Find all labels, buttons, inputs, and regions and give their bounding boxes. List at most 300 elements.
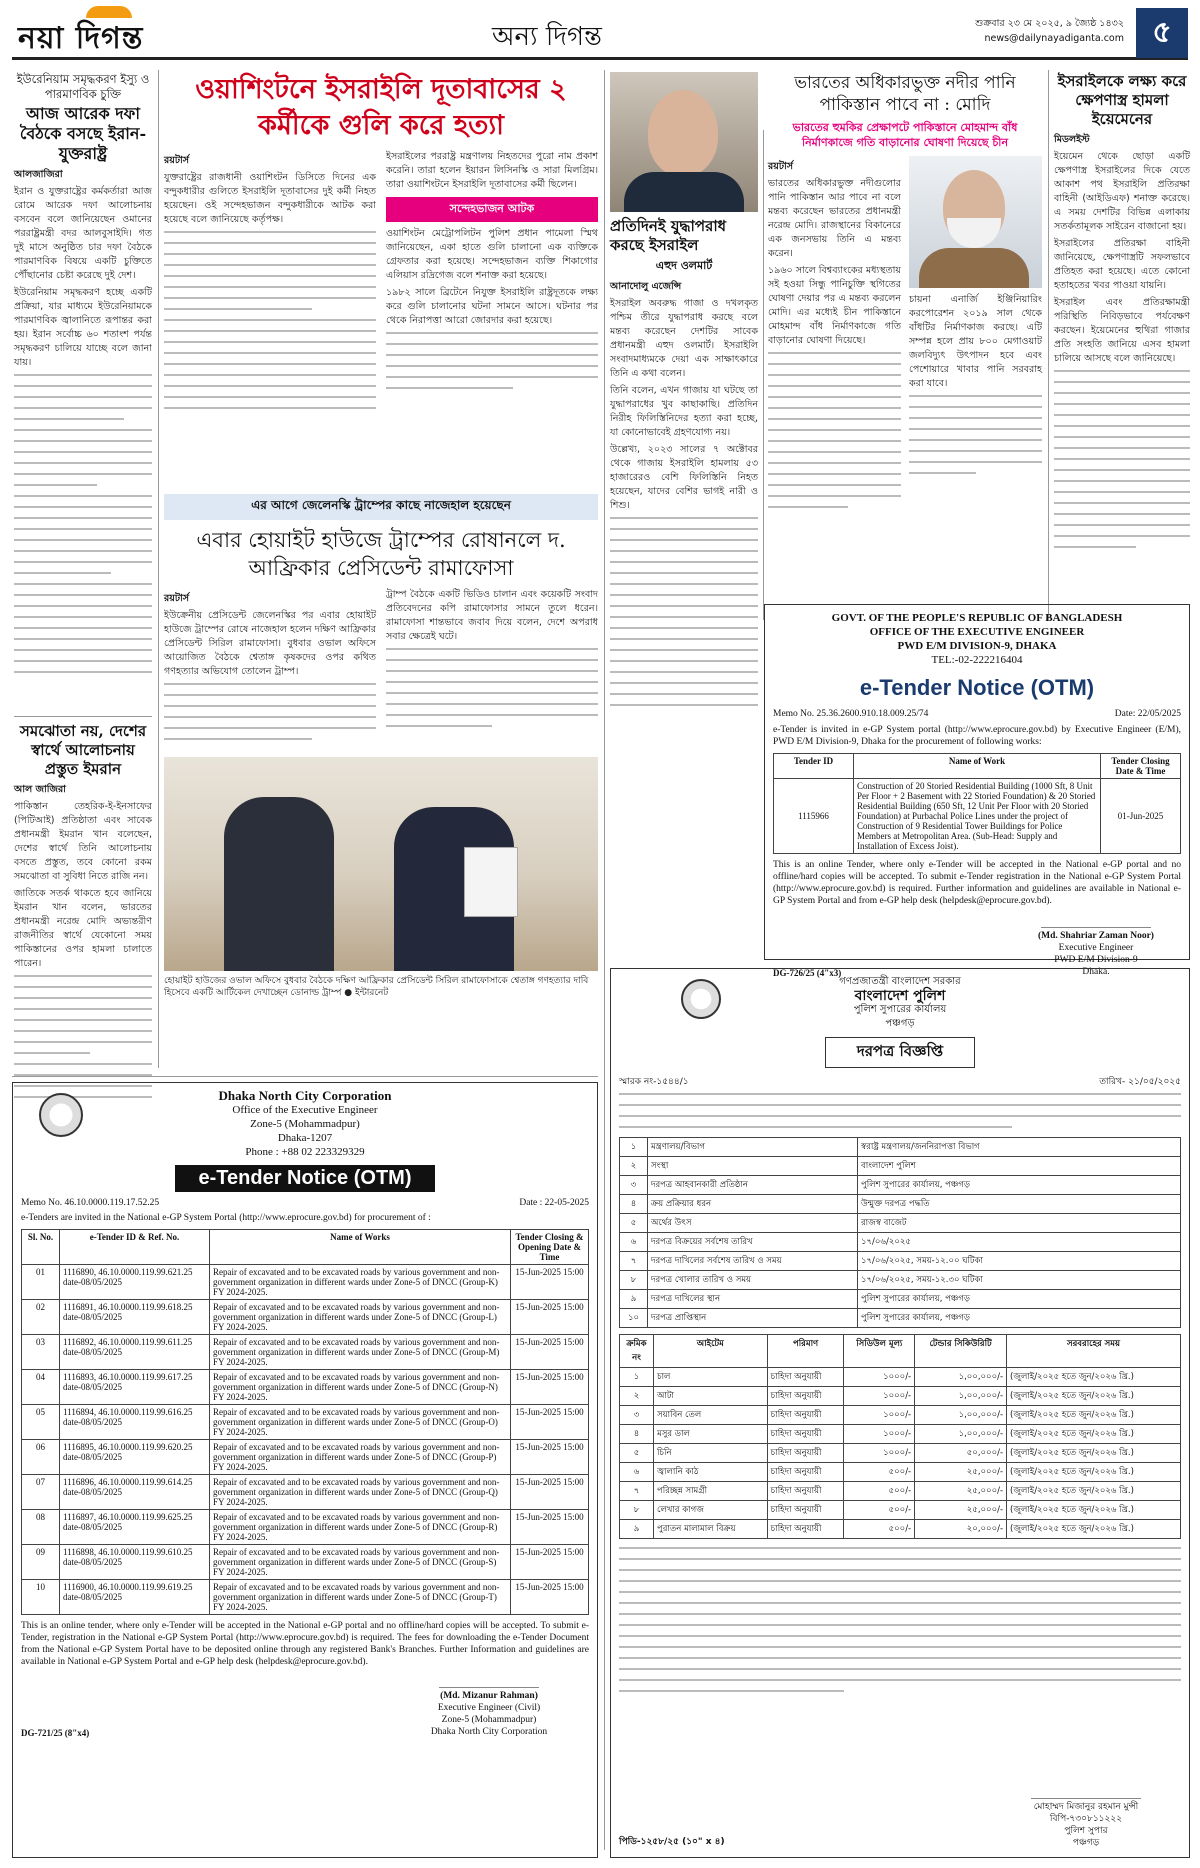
table-row <box>620 1501 1181 1520</box>
tender-id: 1116897, 46.10.0000.119.99.625.25 date-08/05/2025 <box>60 1510 210 1545</box>
closing-date: 15-Jun-2025 15:00 <box>511 1475 589 1510</box>
row-value: রাজস্ব বাজেট <box>858 1214 1181 1233</box>
tender-id: 1116890, 46.10.0000.119.99.621.25 date-08/05/2025 <box>60 1265 210 1300</box>
item-number: ৩ <box>620 1406 654 1425</box>
intro-text: e-Tender is invited in e-GP System portal (http://www.eprocure.gov.bd) by Executive Engineer (E/M), PWD E/M Division-9, Dhaka for the procurement of following works: <box>773 725 1181 747</box>
serial-number: 01 <box>22 1265 60 1300</box>
paragraph: যুক্তরাষ্ট্রের রাজধানী ওয়াশিংটন ডিসিতে দিনের এক বন্দুকধারীর গুলিতে ইসরাইলি দূতাবাসের দুই কর্মী নিহত হয়েছেন। ওই সন্দেহভাজন বন্দুকধারীকে আটক করা হয়েছে বলে জানিয়েছে কর্তৃপক্ষ। <box>164 172 376 225</box>
telephone: TEL:-02-222216404 <box>931 654 1023 666</box>
jacket-shape <box>919 248 1029 288</box>
serial-number: 02 <box>22 1300 60 1335</box>
signer-office: Zone-5 (Mohammadpur) <box>441 1715 537 1725</box>
schedule-fee: ৫০০/- <box>844 1482 915 1501</box>
source: রয়টার্স <box>164 593 190 604</box>
paragraph: চায়না এনার্জি ইঞ্জিনিয়ারিং করপোরেশন ২০১৯ সাল থেকে বাঁধটির নির্মাণকাজ করছে। এটি সম্পন্ন হলে প্রায় ৮০০ মেগাওয়াট জলবিদ্যুৎ উৎপাদন হবে এবং পেশোয়ারে খাবার পানি সরবরাহ করা যাবে। <box>909 294 1042 389</box>
row-number: ১ <box>620 1138 648 1157</box>
paragraph: ১৯৮২ সালে ব্রিটেনে নিযুক্ত ইসরাইলি রাষ্ট্রদূতকে লক্ষ্য করে গুলি চালানোর ঘটনা সামনে আসে। ঘটনার পর থেকে নিরাপত্তা আরো জোরদার করা হয়েছে। <box>386 287 598 326</box>
face-shape <box>648 90 718 176</box>
paragraph: ইসরাইলের পররাষ্ট্র মন্ত্রণালয় নিহতদের পুরো নাম প্রকাশ করেনি। তারা হলেন ইয়ারন লিসিনস্কি ও সারা মিলগ্রিম। তারা ওয়াশিংটনে ইসরাইলি দূতাবাসের কর্মী ছিলেন। <box>386 151 598 190</box>
org-line: বাংলাদেশ পুলিশ <box>854 988 946 1004</box>
text-continuation <box>164 231 376 409</box>
paragraph: ইরান ও যুক্তরাষ্ট্রের কর্মকর্তারা আজ রোমে আরেক দফা আলোচনায় বসবেন বলে জানিয়েছেন ওমানের পররাষ্ট্রমন্ত্রী বদর আলবুসাইদি। গত দুই মাসে অনুষ্ঠিত চার দফা বৈঠকে পারমাণবিক বিষয়ে একটি চুক্তিতে পৌঁছানোর চেষ্টা করেছে দুই দেশ। <box>14 186 152 281</box>
tender-id: 1116896, 46.10.0000.119.99.614.25 date-08/05/2025 <box>60 1475 210 1510</box>
serial-number: 07 <box>22 1475 60 1510</box>
headline[interactable]: ভারতের অধিকারভুক্ত নদীর পানি পাকিস্তান পাবে না : মোদি <box>794 73 1016 115</box>
signature-line <box>1031 1769 1141 1799</box>
signer-city: Dhaka. <box>1082 967 1110 977</box>
row-value: পুলিশ সুপারের কার্যালয়, পঞ্চগড় <box>858 1176 1181 1195</box>
org-line: Dhaka-1207 <box>277 1132 333 1144</box>
column-rule <box>158 70 159 1068</box>
column-header: Name of Work <box>854 754 1101 779</box>
serial-number: 08 <box>22 1510 60 1545</box>
closing-date: 01-Jun-2025 <box>1101 779 1181 854</box>
olmert-portrait[interactable] <box>610 72 758 212</box>
paragraph: ইসরাইলের প্রতিরক্ষা বাহিনী জানিয়েছে, ক্ষেপণাস্ত্রটি সফলভাবে প্রতিহত করা হয়েছে। এতে কোনো হতাহতের খবর পাওয়া যায়নি। <box>1054 238 1190 291</box>
table-row <box>22 1580 589 1615</box>
item-number: ৬ <box>620 1463 654 1482</box>
tender-security: ২০,০০০/- <box>915 1520 1007 1539</box>
story-yemen <box>1054 72 1190 620</box>
paragraph: পাকিস্তান তেহরিক-ই-ইনসাফের (পিটিআই) প্রতিষ্ঠাতা এবং সাবেক প্রধানমন্ত্রী ইমরান খান বলেছেন, দেশের স্বার্থে তিনি আলোচনায় বসতে প্রস্তুত, তবে কোনো রকম সমঝোতা বা সুবিধা নিতে রাজি নন। <box>14 801 152 882</box>
table-row <box>620 1309 1181 1328</box>
printed-article <box>464 847 518 917</box>
beard-shape <box>947 218 1001 248</box>
source: আল জাজিরা <box>14 784 66 795</box>
tender-id: 1116895, 46.10.0000.119.99.620.25 date-08/05/2025 <box>60 1440 210 1475</box>
signer-title: Executive Engineer <box>1058 943 1134 953</box>
table-row <box>774 779 1181 854</box>
row-value: পুলিশ সুপারের কার্যালয়, পঞ্চগড় <box>858 1290 1181 1309</box>
row-value: স্বরাষ্ট্র মন্ত্রণালয়/জননিরাপত্তা বিভাগ <box>858 1138 1181 1157</box>
item-quantity: চাহিদা অনুযায়ী <box>767 1368 844 1387</box>
item-number: ৪ <box>620 1425 654 1444</box>
serial-number: 04 <box>22 1370 60 1405</box>
closing-date: 15-Jun-2025 15:00 <box>511 1370 589 1405</box>
row-value: ১৭/০৬/২০২৫, সময়-১২.৩০ ঘটিকা <box>858 1271 1181 1290</box>
items-table <box>619 1334 1181 1539</box>
table-row <box>620 1387 1181 1406</box>
paragraph: ইয়েমেন থেকে ছোড়া একটি ক্ষেপণাস্ত্র ইসরাইলের দিকে যেতে আকাশ পথ ইসরাইলি প্রতিরক্ষা বাহিনী (আইডিএফ) শনাক্ত করেছে। এ সময় দেশটির বিভিন্ন এলাকায় সতর্কতামূলক সাইরেন বাজানো হয়। <box>1054 151 1190 232</box>
police-emblem-icon <box>681 979 721 1019</box>
paragraph: ওয়াশিংটন মেট্রোপলিটন পুলিশ প্রধান পামেলা স্মিথ জানিয়েছেন, একা হাতে গুলি চালানো এক ব্যক্তিকে গ্রেফতার করা হয়েছে। সন্দেহভাজন ব্যক্তি শিকাগোর এলিয়াস রদ্রিগেজ বলে শনাক্ত করা হয়েছে। <box>386 228 598 281</box>
text-continuation <box>768 352 901 508</box>
item-quantity: চাহিদা অনুযায়ী <box>767 1425 844 1444</box>
headline[interactable]: এবার হোয়াইট হাউজে ট্রাম্পের রোষানলে দ. আফ্রিকার প্রেসিডেন্ট রামাফোসা <box>196 528 566 580</box>
tender-table <box>773 753 1181 854</box>
story-imran <box>14 722 152 1068</box>
office-line: পুলিশ সুপারের কার্যালয় <box>853 1004 947 1015</box>
work-name: Construction of 20 Storied Residential Building (1000 Sft, 8 Unit Per Floor + 2 Basement with 22 Storied Foundation) & 20 Storied Residential Building (650 Sft, 12 Unit Per Floor with 20 Storied Foundation) at Purbachal Police Lines under the project of Construction of 9 Residential Tower Buildings for Police Members at Metropolitan Area. (Sub-Head: Supply and Installation of Excess Joist). <box>854 779 1101 854</box>
item-number: ১ <box>620 1368 654 1387</box>
supply-period: (জুলাই/২০২৫ হতে জুন/২০২৬ খ্রি.) <box>1007 1482 1181 1501</box>
closing-date: 15-Jun-2025 15:00 <box>511 1405 589 1440</box>
schedule-fee: ৫০০/- <box>844 1501 915 1520</box>
item-name: চাল <box>654 1368 768 1387</box>
serial-number: 09 <box>22 1545 60 1580</box>
item-name: মসুর ডাল <box>654 1425 768 1444</box>
tender-table <box>21 1229 589 1615</box>
supply-period: (জুলাই/২০২৫ হতে জুন/২০২৬ খ্রি.) <box>1007 1368 1181 1387</box>
schedule-fee: ১০০০/- <box>844 1425 915 1444</box>
item-quantity: চাহিদা অনুযায়ী <box>767 1387 844 1406</box>
photo-caption: হোয়াইট হাউজের ওভাল অফিসে বুধবার বৈঠকে দক্ষিণ আফ্রিকার প্রেসিডেন্ট সিরিল রামাফোসাকে শ্বেতাঙ্গ গণহত্যার দাবি হিসেবে একটি আর্টিকেল দেখাচ্ছেন ডোনাল্ড ট্রাম্প ● ইন্টারনেট <box>164 976 589 998</box>
row-value: উন্মুক্ত দরপত্র পদ্ধতি <box>858 1195 1181 1214</box>
paragraph: ইউক্রেনীয় প্রেসিডেন্ট জেলেনস্কির পর এবার হোয়াইট হাউজে ট্রাম্পের রোষে নাজেহাল হলেন দক্ষিণ আফ্রিকার প্রেসিডেন্ট সিরিল রামাফোসা। বুধবার ওভাল অফিসে আয়োজিত বৈঠকে শ্বেতাঙ্গ কৃষকদের ওপর কথিত গণহত্যার অভিযোগ তোলেন ট্রাম্প। <box>164 610 376 677</box>
column-rule <box>763 130 764 620</box>
intro-text: e-Tenders are invited in the National e-GP System Portal (http://www.eprocure.gov.bd) for procurement of : <box>21 1213 431 1223</box>
schedule-fee: ১০০০/- <box>844 1368 915 1387</box>
source: মিডলইস্ট <box>1054 134 1090 145</box>
tender-id: 1116891, 46.10.0000.119.99.618.25 date-08/05/2025 <box>60 1300 210 1335</box>
item-quantity: চাহিদা অনুযায়ী <box>767 1501 844 1520</box>
work-name: Repair of excavated and to be excavated roads by various government and non-government organization in different wards under Zone-5 of DNCC (Group-N) FY 2024-2025. <box>210 1370 511 1405</box>
org-line: Zone-5 (Mohammadpur) <box>250 1118 360 1130</box>
signer-title: পুলিশ সুপার <box>1064 1826 1108 1836</box>
paragraph: ইসরাইল অবরুদ্ধ গাজা ও দখলকৃত পশ্চিম তীরে যুদ্ধাপরাধ করছে বলে মন্তব্য করেছেন দেশটির সাবেক প্রধানমন্ত্রী এহুদ ওলমার্ট। ইসরাইলি সংবাদমাধ্যমকে দেয়া এক সাক্ষাৎকারে তিনি এ কথা বলেন। <box>610 298 758 379</box>
item-name: পরিচ্ছন্ন সামগ্রী <box>654 1482 768 1501</box>
source: রয়টার্স <box>768 161 794 172</box>
supply-period: (জুলাই/২০২৫ হতে জুন/২০২৬ খ্রি.) <box>1007 1501 1181 1520</box>
row-number: ৩ <box>620 1176 648 1195</box>
note-text: This is an online tender, where only e-Tender will be accepted in the National e-GP portal and no offline/hard copies will be accepted. To submit e-Tender, registration in the National e-GP System Portal (http://www.eprocure.gov.bd) is required. The fees for downloading the e-Tender Document from the National e-GP System Portal have to be deposited online through any registered Bank's Branches. Further Information and guidelines are available in National e-GP System Portal and e-GP help desk (helpdesk@eprocure.gov.bd). <box>21 1621 589 1667</box>
column-rule <box>604 70 605 1850</box>
tender-id: 1116893, 46.10.0000.119.99.617.25 date-08/05/2025 <box>60 1370 210 1405</box>
subhead: ভারতের হুমকির প্রেক্ষাপটে পাকিস্তানে মোহমান্দ বাঁধ নির্মাণকাজে গতি বাড়ানোর ঘোষণা দিয়েছে চীন <box>792 121 1018 149</box>
work-name: Repair of excavated and to be excavated roads by various government and non-government organization in different wards under Zone-5 of DNCC (Group-Q) FY 2024-2025. <box>210 1475 511 1510</box>
source: রয়টার্স <box>164 155 190 166</box>
row-number: ১০ <box>620 1309 648 1328</box>
text-continuation <box>386 648 598 727</box>
supply-period: (জুলাই/২০২৫ হতে জুন/২০২৬ খ্রি.) <box>1007 1387 1181 1406</box>
table-row <box>620 1290 1181 1309</box>
paragraph: ভারতের অধিকারভুক্ত নদীগুলোর পানি পাকিস্তান আর পাবে না বলে মন্তব্য করেছেন ভারতের প্রধানমন্ত্রী নরেন্দ্র মোদি। রাজস্থানের বিকানেরে এক জনসভায় তিনি এ মন্তব্য করেন। <box>768 178 901 259</box>
row-number: ৬ <box>620 1233 648 1252</box>
oval-office-photo[interactable] <box>164 757 598 971</box>
column-header: e-Tender ID & Ref. No. <box>60 1230 210 1265</box>
note-text: This is an online Tender, where only e-Tender will be accepted in the National e-GP portal and no offline/hard copies will be accepted. To submit e-Tender registration in the National e-GP System Portal (http://www.eprocure.gov.bd) is required. Further information and guidelines are available in National e-GP System Portal and from e-GP help desk (helpdesk@eprocure.gov.bd). <box>773 860 1181 906</box>
item-number: ৮ <box>620 1501 654 1520</box>
tender-security: ২৫,০০০/- <box>915 1501 1007 1520</box>
signer-district: পঞ্চগড় <box>1072 1838 1100 1848</box>
paragraph: উল্লেখ্য, ২০২৩ সালের ৭ অক্টোবর থেকে গাজায় ইসরাইলি হামলায় ৫৩ হাজারেরও বেশি ফিলিস্তিনি নিহত হয়েছেন, যাদের বেশির ভাগই নারী ও শিশু। <box>610 444 758 511</box>
item-quantity: চাহিদা অনুযায়ী <box>767 1406 844 1425</box>
row-number: ৫ <box>620 1214 648 1233</box>
signer-title: Executive Engineer (Civil) <box>437 1703 541 1713</box>
table-row <box>620 1425 1181 1444</box>
work-name: Repair of excavated and to be excavated roads by various government and non-government organization in different wards under Zone-5 of DNCC (Group-R) FY 2024-2025. <box>210 1510 511 1545</box>
tender-security: ১,০০,০০০/- <box>915 1406 1007 1425</box>
column-header: সিডিউল মূল্য <box>844 1335 915 1368</box>
signer-name: মোহাম্মদ মিজানুর রহমান মুন্সী <box>1033 1802 1139 1812</box>
serial-number: 03 <box>22 1335 60 1370</box>
row-number: ২ <box>620 1157 648 1176</box>
text-continuation <box>909 395 1042 474</box>
conditions-text <box>619 1547 1181 1692</box>
paragraph: ইউরেনিয়াম সমৃদ্ধকরণ হচ্ছে একটি প্রক্রিয়া, যার মাধ্যমে ইউরেনিয়ামকে পারমাণবিক জ্বালানিতে রূপান্তর করা হয়। ইরান সর্বোচ্চ ৬০ শতাংশ পর্যন্ত সমৃদ্ধকরণ চালিয়ে যাচ্ছে বলে জানা যায়। <box>14 287 152 368</box>
closing-date: 15-Jun-2025 15:00 <box>511 1265 589 1300</box>
tender-id: 1116898, 46.10.0000.119.99.610.25 date-08/05/2025 <box>60 1545 210 1580</box>
org-line: OFFICE OF THE EXECUTIVE ENGINEER <box>869 626 1085 638</box>
dncc-emblem-icon <box>39 1093 83 1137</box>
signer-name: (Md. Shahriar Zaman Noor) <box>1038 931 1154 941</box>
column-header: আইটেম <box>654 1335 768 1368</box>
column-header: Name of Works <box>210 1230 511 1265</box>
signer-name: (Md. Mizanur Rahman) <box>440 1691 538 1701</box>
column-header: টেন্ডার সিকিউরিটি <box>915 1335 1007 1368</box>
work-name: Repair of excavated and to be excavated roads by various government and non-government organization in different wards under Zone-5 of DNCC (Group-P) FY 2024-2025. <box>210 1440 511 1475</box>
closing-date: 15-Jun-2025 15:00 <box>511 1335 589 1370</box>
tender-title: দরপত্র বিজ্ঞপ্তি <box>825 1037 975 1068</box>
row-value: ১৭/০৬/২০২৫ <box>858 1233 1181 1252</box>
work-name: Repair of excavated and to be excavated roads by various government and non-government organization in different wards under Zone-5 of DNCC (Group-O) FY 2024-2025. <box>210 1405 511 1440</box>
district-line: পঞ্চগড় <box>885 1018 915 1029</box>
ad-reference: DG-726/25 (4"x3) <box>773 968 842 978</box>
column-header: Tender ID <box>774 754 854 779</box>
org-line: PWD E/M DIVISION-9, DHAKA <box>897 640 1057 652</box>
work-name: Repair of excavated and to be excavated roads by various government and non-government organization in different wards under Zone-5 of DNCC (Group-T) FY 2024-2025. <box>210 1580 511 1615</box>
tender-security: ১,০০,০০০/- <box>915 1368 1007 1387</box>
tender-title: e-Tender Notice (OTM) <box>859 675 1095 700</box>
signer-office: PWD E/M Division-9 <box>1054 955 1138 965</box>
banner: এর আগে জেলেনস্কি ট্রাম্পের কাছে নাজেহাল হয়েছেন <box>164 494 598 520</box>
work-name: Repair of excavated and to be excavated roads by various government and non-government organization in different wards under Zone-5 of DNCC (Group-K) FY 2024-2025. <box>210 1265 511 1300</box>
row-label: দরপত্র দাখিলের স্থান <box>648 1290 858 1309</box>
memo-number: স্মারক নং-১৫৪৪/১ <box>619 1077 689 1087</box>
headline[interactable]: সমঝোতা নয়, দেশের স্বার্থে আলোচনায় প্রস্তুত ইমরান <box>19 722 147 778</box>
headline[interactable]: আজ আরেক দফা বৈঠকে বসছে ইরান-যুক্তরাষ্ট্র <box>19 104 147 163</box>
supply-period: (জুলাই/২০২৫ হতে জুন/২০২৬ খ্রি.) <box>1007 1520 1181 1539</box>
memo-number: Memo No. 46.10.0000.119.17.52.25 <box>21 1198 160 1208</box>
closing-date: 15-Jun-2025 15:00 <box>511 1510 589 1545</box>
kicker: ইউরেনিয়াম সমৃদ্ধকরণ ইস্যু ও পারমাণবিক চুক্তি <box>16 72 150 101</box>
tender-security: ২৫,০০০/- <box>915 1463 1007 1482</box>
text-continuation <box>164 683 376 740</box>
serial-number: 05 <box>22 1405 60 1440</box>
tender-title: e-Tender Notice (OTM) <box>175 1165 435 1192</box>
paragraph: ট্রাম্প বৈঠকে একটি ভিডিও চালান এবং কয়েকটি সংবাদ প্রতিবেদনের কপি রামাফোসার সামনে তুলে ধরেন। রামাফোসা শান্তভাবে জবাব দিয়ে বলেন, দেশে অপরাধ সবার ক্ষেত্রেই ঘটে। <box>386 589 598 642</box>
story-rule <box>14 716 152 717</box>
item-name: জ্বালানি কাঠ <box>654 1463 768 1482</box>
text-continuation <box>619 1093 1181 1128</box>
supply-period: (জুলাই/২০২৫ হতে জুন/২০২৬ খ্রি.) <box>1007 1444 1181 1463</box>
column-header: ক্রমিক নং <box>620 1335 654 1368</box>
closing-date: 15-Jun-2025 15:00 <box>511 1580 589 1615</box>
table-row <box>620 1406 1181 1425</box>
work-name: Repair of excavated and to be excavated roads by various government and non-government organization in different wards under Zone-5 of DNCC (Group-S) FY 2024-2025. <box>210 1545 511 1580</box>
column-header: Sl. No. <box>22 1230 60 1265</box>
table-row <box>22 1300 589 1335</box>
table-row <box>620 1271 1181 1290</box>
table-row <box>620 1176 1181 1195</box>
column-header: Tender Closing Date & Time <box>1101 754 1181 779</box>
subhead-band: সন্দেহভাজন আটক <box>386 197 598 222</box>
row-number: ৮ <box>620 1271 648 1290</box>
item-number: ৭ <box>620 1482 654 1501</box>
notice-date: তারিখ- ২১/০৫/২০২৫ <box>1099 1077 1181 1087</box>
tender-id: 1116900, 46.10.0000.119.99.619.25 date-08/05/2025 <box>60 1580 210 1615</box>
newspaper-logo[interactable]: নয়া দিগন্ত <box>18 21 144 56</box>
column-header: পরিমাণ <box>767 1335 844 1368</box>
item-name: আটা <box>654 1387 768 1406</box>
memo-number: Memo No. 25.36.2600.910.18.009.25/74 <box>773 709 929 719</box>
masthead <box>12 8 1188 60</box>
item-number: ৯ <box>620 1520 654 1539</box>
serial-number: 06 <box>22 1440 60 1475</box>
story-ramaphosa <box>164 494 598 1068</box>
row-number: ৭ <box>620 1252 648 1271</box>
table-row <box>620 1233 1181 1252</box>
item-quantity: চাহিদা অনুযায়ী <box>767 1520 844 1539</box>
notice-date: Date : 22-05-2025 <box>519 1198 589 1208</box>
column-header: সরবরাহের সময় <box>1007 1335 1181 1368</box>
schedule-fee: ১০০০/- <box>844 1406 915 1425</box>
work-name: Repair of excavated and to be excavated roads by various government and non-government organization in different wards under Zone-5 of DNCC (Group-M) FY 2024-2025. <box>210 1335 511 1370</box>
page-number: ৫ <box>1136 8 1188 58</box>
table-row <box>620 1482 1181 1501</box>
info-table <box>619 1137 1181 1328</box>
tender-security: ২৫,০০০/- <box>915 1482 1007 1501</box>
tender-id: 1116892, 46.10.0000.119.99.611.25 date-08/05/2025 <box>60 1335 210 1370</box>
table-row <box>22 1335 589 1370</box>
column-header: Tender Closing & Opening Date & Time <box>511 1230 589 1265</box>
row-label: সংস্থা <box>648 1157 858 1176</box>
item-quantity: চাহিদা অনুযায়ী <box>767 1444 844 1463</box>
subhead: এহুদ ওলমার্ট <box>655 259 713 272</box>
signature-line <box>439 1674 539 1688</box>
paragraph: তিনি বলেন, এখন গাজায় যা ঘটছে তা যুদ্ধাপরাধের খুব কাছাকাছি। প্রতিদিন নিরীহ ফিলিস্তিনিদের হত্যা করা হচ্ছে, যা কোনোভাবেই গ্রহণযোগ্য নয়। <box>610 385 758 438</box>
supply-period: (জুলাই/২০২৫ হতে জুন/২০২৬ খ্রি.) <box>1007 1406 1181 1425</box>
table-row <box>620 1368 1181 1387</box>
contact-email[interactable]: news@dailynayadiganta.com <box>984 33 1124 44</box>
signature-block <box>991 1769 1181 1849</box>
closing-date: 15-Jun-2025 15:00 <box>511 1545 589 1580</box>
edition-date: শুক্রবার ২৩ মে ২০২৫, ৯ জ্যৈষ্ঠ ১৪৩২ <box>975 18 1124 29</box>
row-value: পুলিশ সুপারের কার্যালয়, পঞ্চগড় <box>858 1309 1181 1328</box>
row-label: দরপত্র প্রাপ্তিস্থান <box>648 1309 858 1328</box>
suit-shape <box>624 172 744 212</box>
row-label: দরপত্র দাখিলের সর্বশেষ তারিখ ও সময় <box>648 1252 858 1271</box>
row-label: দরপত্র আহবানকারী প্রতিষ্ঠান <box>648 1176 858 1195</box>
schedule-fee: ১০০০/- <box>844 1444 915 1463</box>
row-label: দরপত্র খোলার তারিখ ও সময় <box>648 1271 858 1290</box>
ad-reference: DG-721/25 (8"x4) <box>21 1728 90 1738</box>
schedule-fee: ৫০০/- <box>844 1520 915 1539</box>
item-name: সয়াবিন তেল <box>654 1406 768 1425</box>
section-title: অন্য দিগন্ত <box>492 22 602 52</box>
text-continuation <box>1054 370 1190 548</box>
table-row <box>22 1510 589 1545</box>
org-line: Dhaka North City Corporation <box>218 1088 392 1103</box>
text-continuation <box>610 517 758 706</box>
schedule-fee: ১০০০/- <box>844 1387 915 1406</box>
item-name: চিনি <box>654 1444 768 1463</box>
story-iran <box>14 72 152 712</box>
item-quantity: চাহিদা অনুযায়ী <box>767 1463 844 1482</box>
tender-notice-police <box>610 968 1190 1858</box>
tender-id: 1116894, 46.10.0000.119.99.616.25 date-08/05/2025 <box>60 1405 210 1440</box>
serial-number: 10 <box>22 1580 60 1615</box>
row-value: ১৭/০৬/২০২৫, সময়-১২.০০ ঘটিকা <box>858 1252 1181 1271</box>
column-rule <box>1048 70 1049 620</box>
signature-block <box>389 1674 589 1738</box>
lead-headline[interactable]: ওয়াশিংটনে ইসরাইলি দূতাবাসের ২ কর্মীকে গুলি করে হত্যা <box>195 74 567 141</box>
row-number: ৪ <box>620 1195 648 1214</box>
paragraph: ইসরাইল এবং প্রতিরক্ষামন্ত্রী পরিস্থিতি নিবিড়ভাবে পর্যবেক্ষণ করছেন। ইয়েমেনের হুথিরা গাজার প্রতি সংহতি জানিয়ে এসব হামলা চালিয়ে আসছে বলে জানিয়েছে। <box>1054 297 1190 364</box>
item-quantity: চাহিদা অনুযায়ী <box>767 1482 844 1501</box>
item-number: ৫ <box>620 1444 654 1463</box>
table-row <box>22 1405 589 1440</box>
table-row <box>620 1195 1181 1214</box>
tender-notice-pwd <box>764 604 1190 978</box>
story-modi <box>768 72 1042 620</box>
notice-date: Date: 22/05/2025 <box>1114 709 1181 719</box>
item-name: লেখার কাগজ <box>654 1501 768 1520</box>
text-continuation <box>386 332 598 389</box>
text-continuation <box>14 374 152 673</box>
headline[interactable]: প্রতিদিনই যুদ্ধাপরাধ করছে ইসরাইল <box>610 217 727 254</box>
headline[interactable]: ইসরাইলকে লক্ষ্য করে ক্ষেপণাস্ত্র হামলা ইয়েমেনের <box>1057 72 1187 128</box>
tender-security: ১,০০,০০০/- <box>915 1425 1007 1444</box>
row-label: অর্থের উৎস <box>648 1214 858 1233</box>
tender-notice-dncc <box>12 1082 598 1858</box>
signer-org: Dhaka North City Corporation <box>430 1727 548 1737</box>
signature-line <box>1041 912 1151 928</box>
tender-id: 1115966 <box>774 779 854 854</box>
table-row <box>22 1475 589 1510</box>
row-label: দরপত্র বিক্রয়ের সর্বশেষ তারিখ <box>648 1233 858 1252</box>
source: আলজাজিরা <box>14 169 63 180</box>
table-row <box>620 1157 1181 1176</box>
source: আনাদোলু এজেন্সি <box>610 281 682 292</box>
row-label: মন্ত্রণালয়/বিভাগ <box>648 1138 858 1157</box>
gov-line: গণপ্রজাতন্ত্রী বাংলাদেশ সরকার <box>839 976 961 987</box>
table-row <box>22 1545 589 1580</box>
tender-security: ১,০০,০০০/- <box>915 1387 1007 1406</box>
tender-security: ৫০,০০০/- <box>915 1444 1007 1463</box>
closing-date: 15-Jun-2025 15:00 <box>511 1300 589 1335</box>
row-value: বাংলাদেশ পুলিশ <box>858 1157 1181 1176</box>
figure-silhouette <box>224 797 334 971</box>
modi-portrait[interactable] <box>909 156 1042 288</box>
closing-date: 15-Jun-2025 15:00 <box>511 1440 589 1475</box>
table-row <box>22 1440 589 1475</box>
schedule-fee: ৫০০/- <box>844 1463 915 1482</box>
item-name: পুরাতন মালামাল বিক্রয় <box>654 1520 768 1539</box>
org-line: GOVT. OF THE PEOPLE'S REPUBLIC OF BANGLADESH <box>831 612 1123 624</box>
row-label: ক্রয় প্রক্রিয়ার ধরন <box>648 1195 858 1214</box>
signer-contact: বিপি-৭৩০৮১১২২২ <box>1049 1814 1123 1824</box>
table-row <box>22 1370 589 1405</box>
paragraph: ১৯৬০ সালে বিশ্বব্যাংকের মধ্যস্থতায় সই হওয়া সিন্ধু পানিচুক্তি স্থগিতের ঘোষণা দেয়ার পর এ মন্তব্য করলেন মোদি। এর মধ্যেই চীন পাকিস্তানে মোহমান্দ বাঁধ নির্মাণকাজে গতি বাড়ানোর ঘোষণা দিয়েছে। <box>768 265 901 346</box>
org-line: Office of the Executive Engineer <box>232 1104 378 1116</box>
text-continuation <box>14 975 152 1098</box>
work-name: Repair of excavated and to be excavated roads by various government and non-government organization in different wards under Zone-5 of DNCC (Group-L) FY 2024-2025. <box>210 1300 511 1335</box>
paragraph: জাতিকে সতর্ক থাকতে হবে জানিয়ে ইমরান খান বলেন, ভারতের প্রধানমন্ত্রী নরেন্দ্র মোদি অভ্যন্তরীণ রাজনীতির স্বার্থে যেকোনো সময় পাকিস্তানের ওপর হামলা চালাতে পারেন। <box>14 888 152 969</box>
supply-period: (জুলাই/২০২৫ হতে জুন/২০২৬ খ্রি.) <box>1007 1463 1181 1482</box>
supply-period: (জুলাই/২০২৫ হতে জুন/২০২৬ খ্রি.) <box>1007 1425 1181 1444</box>
story-washington <box>164 72 598 488</box>
row-number: ৯ <box>620 1290 648 1309</box>
ad-reference: পিডি-১২৫৮/২৫ (১০" x ৪) <box>619 1837 725 1847</box>
table-row <box>620 1520 1181 1539</box>
table-row <box>22 1265 589 1300</box>
story-olmert <box>610 72 758 620</box>
table-row <box>620 1444 1181 1463</box>
telephone: Phone : +88 02 223329329 <box>245 1146 365 1158</box>
table-row <box>620 1138 1181 1157</box>
item-number: ২ <box>620 1387 654 1406</box>
